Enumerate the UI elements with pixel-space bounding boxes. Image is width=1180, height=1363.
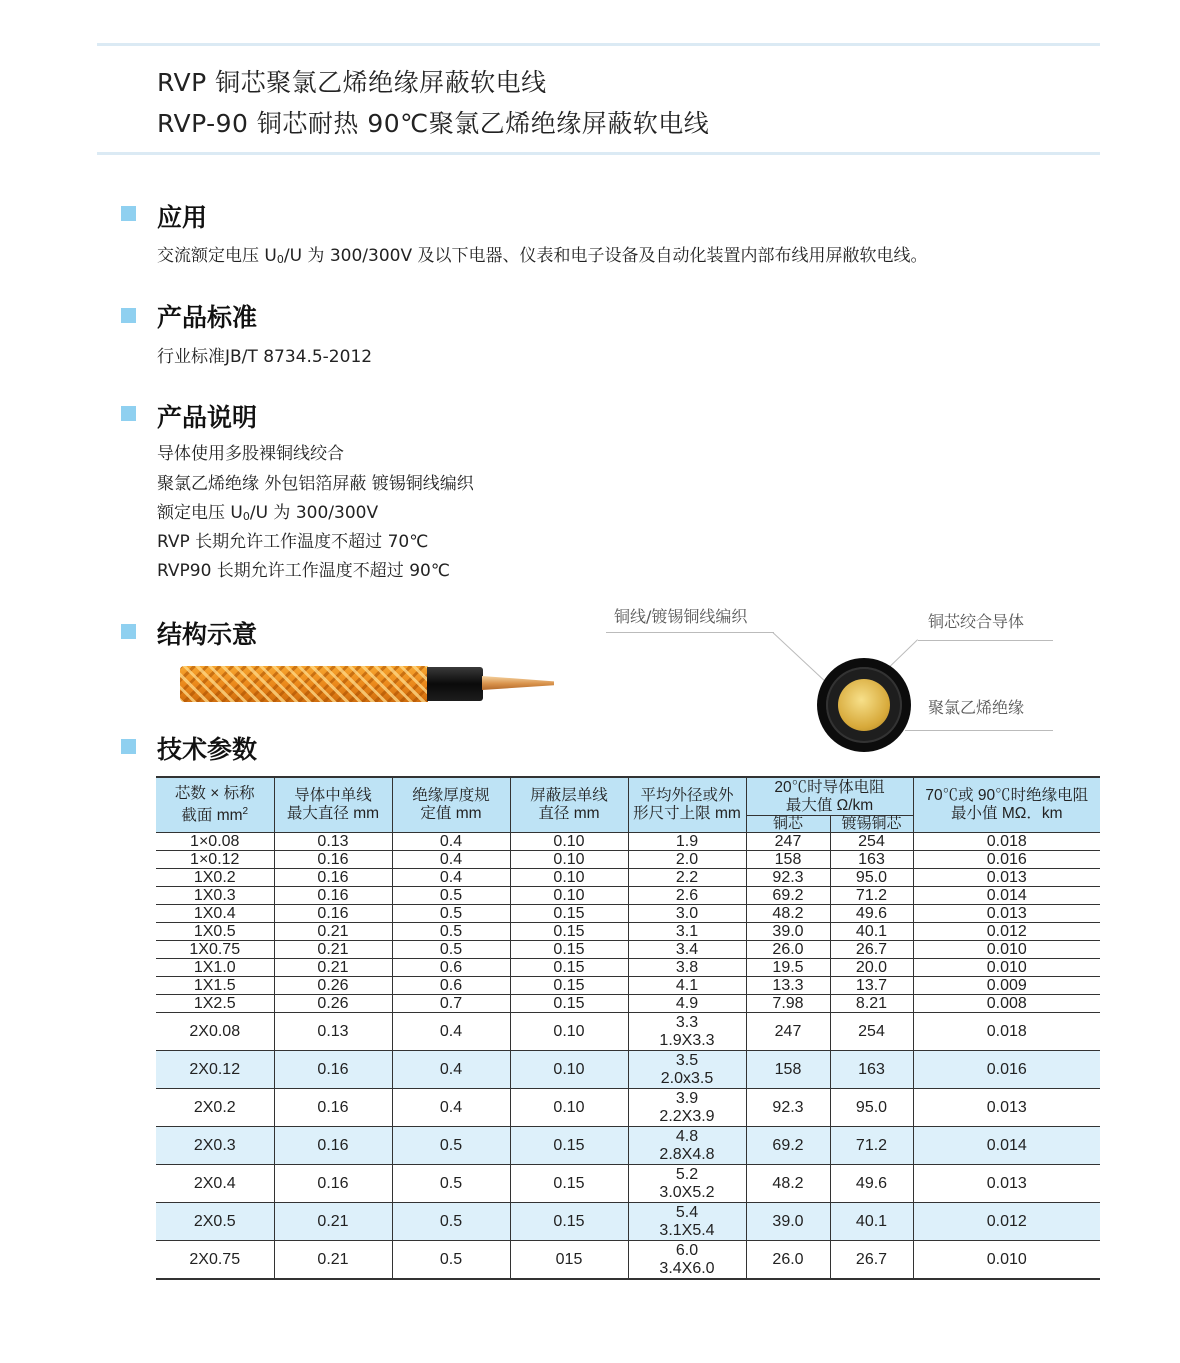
cell-tinned-resistance: 254: [830, 833, 913, 851]
cell-tinned-resistance: 163: [830, 851, 913, 869]
cell-tinned-resistance: 95.0: [830, 869, 913, 887]
cell-tinned-resistance: 20.0: [830, 959, 913, 977]
cell-shield: 0.10: [510, 833, 628, 851]
cell-shield: 0.15: [510, 959, 628, 977]
cell-spec: 2X0.3: [156, 1127, 274, 1165]
cell-wire-diameter: 0.21: [274, 1241, 392, 1280]
cell-spec: 1X0.5: [156, 923, 274, 941]
cell-insulation-resistance: 0.013: [913, 869, 1100, 887]
cell-insulation-resistance: 0.013: [913, 1165, 1100, 1203]
cell-tinned-resistance: 163: [830, 1051, 913, 1089]
cable-wire: [482, 676, 554, 690]
cell-wire-diameter: 0.21: [274, 923, 392, 941]
page-title-rvp: RVP 铜芯聚氯乙烯绝缘屏蔽软电线: [157, 68, 547, 97]
cell-insulation-resistance: 0.018: [913, 833, 1100, 851]
cell-spec: 1X1.5: [156, 977, 274, 995]
cell-copper-resistance: 19.5: [746, 959, 830, 977]
cell-shield: 0.10: [510, 887, 628, 905]
cell-spec: 1X0.4: [156, 905, 274, 923]
cell-insulation-resistance: 0.010: [913, 959, 1100, 977]
leader-line: [905, 730, 1053, 731]
cell-outer-diameter: 4.1: [628, 977, 746, 995]
cell-insulation: 0.5: [392, 1241, 510, 1280]
cable-jacket: [427, 667, 483, 701]
cell-wire-diameter: 0.16: [274, 887, 392, 905]
cell-copper-resistance: 7.98: [746, 995, 830, 1013]
table-row: [156, 905, 1100, 923]
outer-diameter-value: 5.4: [675, 1203, 699, 1221]
outer-dimension-value: 1.9X3.3: [659, 1031, 715, 1049]
header-copper: 铜芯: [746, 816, 830, 833]
cell-tinned-resistance: 40.1: [830, 923, 913, 941]
cell-insulation: 0.6: [392, 977, 510, 995]
cell-spec: 2X0.12: [156, 1051, 274, 1089]
cell-copper-resistance: 92.3: [746, 869, 830, 887]
cell-insulation-resistance: 0.018: [913, 1013, 1100, 1051]
header-spec: 芯数 × 标称 截面 $mm^2$: [156, 777, 274, 833]
cell-spec: 2X0.4: [156, 1165, 274, 1203]
cell-wire-diameter: 0.13: [274, 1013, 392, 1051]
cell-shield: 0.15: [510, 1127, 628, 1165]
cell-insulation: 0.7: [392, 995, 510, 1013]
outer-dimension-value: 3.4X6.0: [659, 1259, 715, 1277]
spec-table: [156, 776, 1100, 1280]
cell-outer-diameter: 3.1: [628, 923, 746, 941]
cell-tinned-resistance: 49.6: [830, 1165, 913, 1203]
cell-copper-resistance: 69.2: [746, 887, 830, 905]
header-divider: [97, 152, 1100, 155]
cell-outer-diameter: [628, 1241, 746, 1280]
section-heading-structure: 结构示意: [157, 620, 258, 649]
cell-shield: 0.15: [510, 995, 628, 1013]
table-row: [156, 1127, 1100, 1165]
header-tinned-copper: 镀锡铜芯: [830, 816, 913, 833]
cell-insulation: 0.4: [392, 851, 510, 869]
cell-insulation: 0.6: [392, 959, 510, 977]
cell-spec: 2X0.08: [156, 1013, 274, 1051]
cell-copper-resistance: 39.0: [746, 1203, 830, 1241]
cell-wire-diameter: 0.16: [274, 869, 392, 887]
cell-copper-resistance: 158: [746, 851, 830, 869]
label-insulation: 聚氯乙烯绝缘: [928, 698, 1025, 717]
cell-insulation: 0.4: [392, 833, 510, 851]
cell-outer-diameter: [628, 1051, 746, 1089]
cell-insulation-resistance: 0.012: [913, 1203, 1100, 1241]
cell-shield: 0.15: [510, 1165, 628, 1203]
table-row: [156, 1089, 1100, 1127]
table-row: [156, 959, 1100, 977]
cell-wire-diameter: 0.26: [274, 995, 392, 1013]
outer-diameter-value: 3.3: [675, 1013, 699, 1031]
cell-shield: 0.10: [510, 869, 628, 887]
outer-dimension-value: 3.0X5.2: [659, 1183, 715, 1201]
section-bullet: [121, 308, 136, 323]
cell-shield: 0.10: [510, 1089, 628, 1127]
table-row: [156, 1165, 1100, 1203]
cell-copper-resistance: 48.2: [746, 905, 830, 923]
cell-copper-resistance: 247: [746, 833, 830, 851]
cell-tinned-resistance: 26.7: [830, 1241, 913, 1280]
table-row: [156, 1051, 1100, 1089]
cell-copper-resistance: 48.2: [746, 1165, 830, 1203]
cell-insulation-resistance: 0.013: [913, 1089, 1100, 1127]
cell-outer-diameter: [628, 1013, 746, 1051]
cell-shield: 0.15: [510, 905, 628, 923]
leader-line: [918, 640, 1053, 641]
cell-wire-diameter: 0.16: [274, 1127, 392, 1165]
outer-diameter-value: 6.0: [675, 1241, 699, 1259]
leader-line: [606, 632, 774, 633]
section-bullet: [121, 624, 136, 639]
cell-tinned-resistance: 71.2: [830, 1127, 913, 1165]
cell-outer-diameter: 2.6: [628, 887, 746, 905]
cell-wire-diameter: 0.16: [274, 905, 392, 923]
label-conductor: 铜芯绞合导体: [928, 612, 1025, 631]
cell-spec: 1X0.2: [156, 869, 274, 887]
cell-outer-diameter: 4.9: [628, 995, 746, 1013]
cell-copper-resistance: 39.0: [746, 923, 830, 941]
description-line: RVP90 长期允许工作温度不超过 90℃: [157, 561, 450, 581]
cell-spec: 1X1.0: [156, 959, 274, 977]
cell-spec: 2X0.75: [156, 1241, 274, 1280]
cell-shield: 0.10: [510, 1013, 628, 1051]
cell-copper-resistance: 26.0: [746, 941, 830, 959]
header-insulation-thickness: 绝缘厚度规 定值 mm: [392, 777, 510, 833]
cell-insulation-resistance: 0.014: [913, 887, 1100, 905]
cell-insulation-resistance: 0.012: [913, 923, 1100, 941]
top-divider: [97, 43, 1100, 46]
cell-copper-resistance: 158: [746, 1051, 830, 1089]
cell-insulation-resistance: 0.008: [913, 995, 1100, 1013]
cell-copper-resistance: 247: [746, 1013, 830, 1051]
outer-diameter-value: 3.9: [675, 1089, 699, 1107]
cell-insulation: 0.5: [392, 923, 510, 941]
cell-outer-diameter: 2.2: [628, 869, 746, 887]
outer-dimension-value: 2.0x3.5: [660, 1069, 714, 1087]
cell-spec: 2X0.2: [156, 1089, 274, 1127]
cell-shield: 0.10: [510, 851, 628, 869]
cell-insulation-resistance: 0.013: [913, 905, 1100, 923]
outer-dimension-value: 2.2X3.9: [659, 1107, 715, 1125]
outer-diameter-value: 5.2: [675, 1165, 699, 1183]
cell-spec: 1X0.75: [156, 941, 274, 959]
standard-text: 行业标准JB/T 8734.5-2012: [157, 347, 373, 367]
cable-braid: [180, 666, 428, 702]
cell-tinned-resistance: 8.21: [830, 995, 913, 1013]
outer-dimension-value: 3.1X5.4: [659, 1221, 715, 1239]
cell-insulation-resistance: 0.016: [913, 851, 1100, 869]
cell-wire-diameter: 0.13: [274, 833, 392, 851]
cell-copper-resistance: 26.0: [746, 1241, 830, 1280]
cell-shield: 015: [510, 1241, 628, 1280]
table-row: [156, 977, 1100, 995]
cell-shield: 0.10: [510, 1051, 628, 1089]
cell-insulation-resistance: 0.009: [913, 977, 1100, 995]
section-heading-description: 产品说明: [157, 403, 258, 432]
cross-section-core: [838, 679, 890, 731]
cell-tinned-resistance: 254: [830, 1013, 913, 1051]
cell-outer-diameter: 3.0: [628, 905, 746, 923]
header-conductor-resistance: 20℃时导体电阻 最大值 Ω/km: [746, 777, 913, 816]
label-braid: 铜线/镀锡铜线编织: [614, 607, 748, 626]
cell-outer-diameter: [628, 1127, 746, 1165]
spec-table-body: [156, 833, 1100, 1280]
cell-insulation: 0.5: [392, 1127, 510, 1165]
outer-diameter-value: 4.8: [675, 1127, 699, 1145]
cell-tinned-resistance: 71.2: [830, 887, 913, 905]
cell-insulation: 0.4: [392, 1013, 510, 1051]
table-row: [156, 995, 1100, 1013]
cell-spec: 1×0.08: [156, 833, 274, 851]
application-text: 交流额定电压 $U_0/U$ 为 300/300V 及以下电器、仪表和电子设备及自动化装置内部布线用屏敝软电线。: [157, 246, 928, 266]
table-row: [156, 851, 1100, 869]
table-row: [156, 1013, 1100, 1051]
cell-tinned-resistance: 13.7: [830, 977, 913, 995]
cell-copper-resistance: 92.3: [746, 1089, 830, 1127]
cell-copper-resistance: 13.3: [746, 977, 830, 995]
cell-insulation-resistance: 0.016: [913, 1051, 1100, 1089]
cell-insulation-resistance: 0.010: [913, 941, 1100, 959]
header-wire-diameter: 导体中单线 最大直径 mm: [274, 777, 392, 833]
section-heading-params: 技术参数: [157, 735, 258, 764]
cell-insulation: 0.5: [392, 1203, 510, 1241]
table-row: [156, 923, 1100, 941]
description-line: 导体使用多股裸铜线绞合: [157, 444, 344, 464]
cell-insulation: 0.5: [392, 1165, 510, 1203]
section-heading-application: 应用: [157, 203, 208, 232]
cell-wire-diameter: 0.16: [274, 1165, 392, 1203]
cell-outer-diameter: 2.0: [628, 851, 746, 869]
description-line: 额定电压 $U_0/U$ 为 300/300V: [157, 503, 379, 523]
cell-outer-diameter: [628, 1203, 746, 1241]
cell-insulation-resistance: 0.010: [913, 1241, 1100, 1280]
section-bullet: [121, 206, 136, 221]
cell-shield: 0.15: [510, 941, 628, 959]
cell-insulation: 0.5: [392, 905, 510, 923]
cell-insulation: 0.5: [392, 941, 510, 959]
header-shield-wire: 屏蔽层单线 直径 mm: [510, 777, 628, 833]
outer-diameter-value: 3.5: [675, 1051, 699, 1069]
cell-shield: 0.15: [510, 923, 628, 941]
cell-shield: 0.15: [510, 1203, 628, 1241]
table-row: [156, 869, 1100, 887]
cell-spec: 1X0.3: [156, 887, 274, 905]
cell-copper-resistance: 69.2: [746, 1127, 830, 1165]
section-bullet: [121, 739, 136, 754]
cell-outer-diameter: 3.8: [628, 959, 746, 977]
table-row: [156, 1241, 1100, 1280]
cell-wire-diameter: 0.26: [274, 977, 392, 995]
section-heading-standard: 产品标准: [157, 303, 258, 332]
table-row: [156, 941, 1100, 959]
cell-wire-diameter: 0.21: [274, 959, 392, 977]
cell-wire-diameter: 0.16: [274, 851, 392, 869]
cell-outer-diameter: 3.4: [628, 941, 746, 959]
table-row: [156, 1203, 1100, 1241]
description-line: RVP 长期允许工作温度不超过 70℃: [157, 532, 429, 552]
cell-wire-diameter: 0.21: [274, 941, 392, 959]
cell-insulation: 0.4: [392, 1051, 510, 1089]
cell-outer-diameter: 1.9: [628, 833, 746, 851]
cell-insulation: 0.5: [392, 887, 510, 905]
cell-tinned-resistance: 95.0: [830, 1089, 913, 1127]
cell-shield: 0.15: [510, 977, 628, 995]
cell-wire-diameter: 0.16: [274, 1089, 392, 1127]
cell-spec: 2X0.5: [156, 1203, 274, 1241]
cell-tinned-resistance: 49.6: [830, 905, 913, 923]
description-line: 聚氯乙烯绝缘 外包铝箔屏蔽 镀锡铜线编织: [157, 474, 474, 494]
cell-spec: 1×0.12: [156, 851, 274, 869]
table-row: [156, 833, 1100, 851]
cell-tinned-resistance: 26.7: [830, 941, 913, 959]
cell-insulation: 0.4: [392, 869, 510, 887]
header-outer-diameter: 平均外径或外 形尺寸上限 mm: [628, 777, 746, 833]
cell-insulation: 0.4: [392, 1089, 510, 1127]
table-row: [156, 887, 1100, 905]
cell-insulation-resistance: 0.014: [913, 1127, 1100, 1165]
page-title-rvp90: RVP-90 铜芯耐热 90℃聚氯乙烯绝缘屏蔽软电线: [157, 109, 710, 138]
cell-spec: 1X2.5: [156, 995, 274, 1013]
cell-wire-diameter: 0.21: [274, 1203, 392, 1241]
outer-dimension-value: 2.8X4.8: [659, 1145, 715, 1163]
cell-outer-diameter: [628, 1089, 746, 1127]
section-bullet: [121, 406, 136, 421]
cell-wire-diameter: 0.16: [274, 1051, 392, 1089]
cell-tinned-resistance: 40.1: [830, 1203, 913, 1241]
cell-outer-diameter: [628, 1165, 746, 1203]
header-insulation-resistance: 70℃或 90℃时绝缘电阻 最小值 MΩ．km: [913, 777, 1100, 833]
